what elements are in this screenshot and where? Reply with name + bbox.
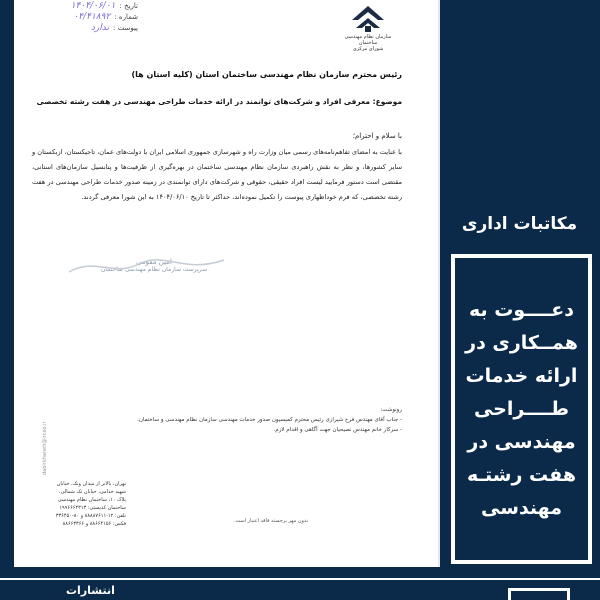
title-line: مهندسی [481,496,562,519]
meta-date-value: ۱۴۰۴/۰۶/۰۱ [70,0,116,11]
title-line: مهندسی در [467,430,576,453]
letter-document [14,0,440,567]
meta-date-label: تاریخ : [119,1,138,10]
title-line: دعــــوت به [469,298,574,321]
bottom-text: انتشارات [66,584,115,597]
meta-number-label: شماره : [114,12,138,21]
cc-line: - جناب آقای مهندس فرخ شیرازی رئیس محترم کمیسیون صدور خدمات مهندسی سازمان نظام مهندسی و ساختمان. [137,417,402,423]
title-line: همــکاری در [465,331,578,354]
building-logo-icon [348,0,388,34]
side-email-text: dabirkhaneh@irceo.ir [42,421,48,475]
address-line: شهید خدامی، خیابان تک شمالی، [58,489,126,495]
bottom-bar [0,578,600,600]
bottom-box-icon [508,588,570,600]
meta-number-row [28,11,138,22]
meta-attachment-value: ندارد [90,22,109,33]
side-email [42,355,48,475]
signature-name: امین مقومی [136,258,172,266]
signature-scribble-icon [64,252,234,282]
address-line: تلفن: ۱۲-۸۸۸۸۷۶۱۱ و ۸۰-۳۳۶۴۵۰ [55,513,126,519]
title-line: هفت رشتـه [467,463,576,486]
org-name: سازمان نظام مهندسی ساختمان [344,34,392,46]
cc-line: - سرکار خانم مهندس نصیحیان جهت آگاهی و اقدام لازم. [273,427,402,433]
meta-number-value: ۰۴/۴۱۸۹۲ [73,11,111,22]
meta-date-row [28,0,138,11]
title-box [451,254,592,564]
title-line: ارائه خدمات [465,364,578,387]
letter-greeting: با سلام و احترام؛ [352,132,402,140]
meta-attachment-row [28,22,138,33]
letter-meta [28,0,138,33]
cc-title: رونوشت: [380,407,402,413]
letter-body: با عنایت به امضای تفاهم‌نامه‌های رسمی میان وزارت راه و شهرسازی جمهوری اسلامی ایران با دولت‌های عمان، تاجیکستان، ازبکستان و سایر کشورها، و نظر به نقش راهبردی سازمان نظام مهندسی ساختمان در بهره‌گیری از ظرفیت‌ها و پتانسیل سازمان‌های استانی، مقتضی است دستور فرمایید لیست افراد حقیقی، حقوقی و شرکت‌های دارای توانمندی در زمینه صدور خدمات طراحی مهندسی در هفت رشته تخصصی، که فرم خوداظهاری پیوست را تکمیل نموده‌اند، حداکثر تا تاریخ ۱۴۰۴/۰۶/۱۰ به این شورا معرفی گردند. [32,148,402,201]
title-line: طــــراحی [473,397,570,420]
letter-footnote: بدون مهر برجسته فاقد اعتبار است. [233,518,308,524]
org-address [36,480,126,528]
address-line: فکس: ۸۸۶۶۴۱۵۶ و ۸۸۶۶۳۳۶۶ [62,521,126,527]
address-line: پلاک ۱۰، ساختمان نظام مهندسی [57,497,126,503]
category-label: مکاتبات اداری [461,214,578,234]
address-line: تهران، بالاتر از میدان ونک، خیابان [56,481,126,487]
org-subtitle: شورای مرکزی [352,46,384,52]
carbon-copy [32,405,402,435]
address-line: ساختمان کدپستی: ۱۹۹۶۶۶۴۳۱۳ [59,505,126,511]
signature-block [74,258,234,273]
signature-title: سرپرست سازمان نظام مهندسی ساختمان [100,266,208,273]
letter-recipient: رئیس محترم سازمان نظام مهندسی ساختمان استان (کلیه استان ها) [131,70,402,79]
org-logo [338,0,398,56]
letter-subject: موضوع: معرفی افراد و شرکت‌های توانمند در ارائه خدمات طراحی مهندسی در هفت رشته تخصصی [36,97,402,106]
meta-attachment-label: پیوست : [113,23,138,32]
